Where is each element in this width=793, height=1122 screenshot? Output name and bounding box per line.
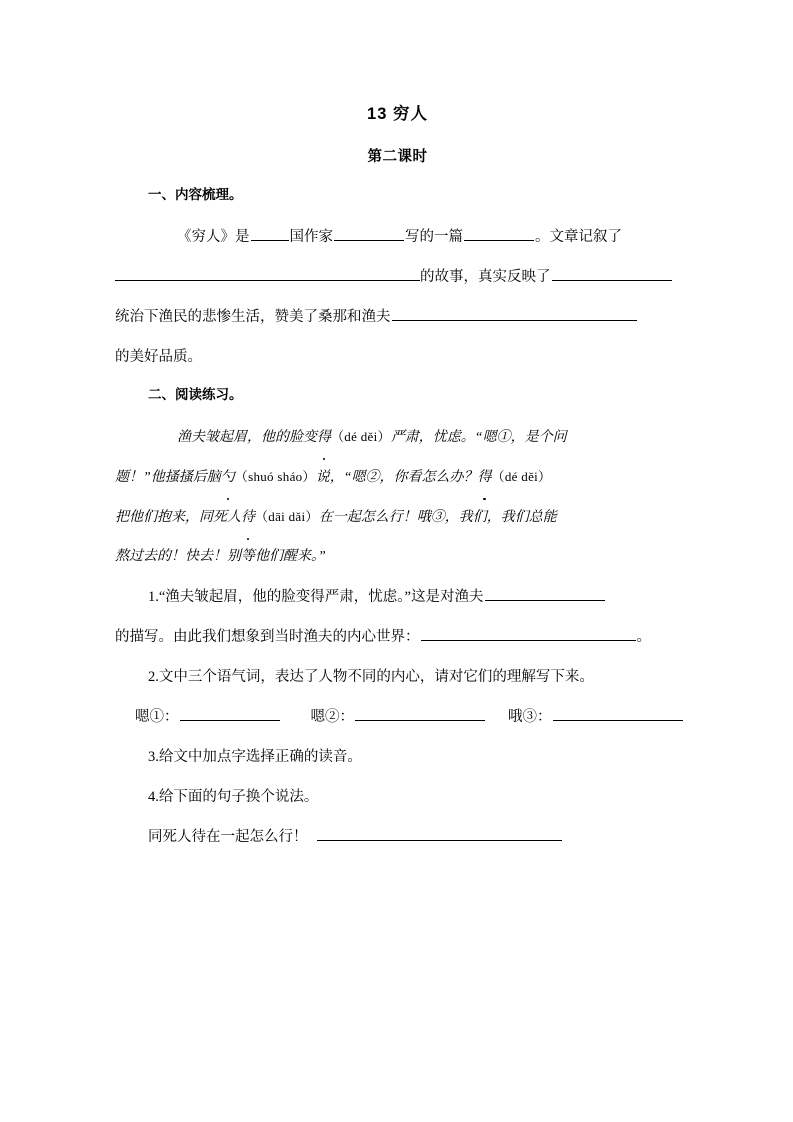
- dotted-char-de: 得: [317, 418, 331, 458]
- blank-q1-description-type[interactable]: [485, 585, 605, 601]
- blank-particle-2[interactable]: [355, 705, 485, 721]
- question-1-line-2: [115, 617, 680, 657]
- text-fragment: 写的一篇: [405, 229, 463, 245]
- text-fragment: 统治下渔民的悲惨生活，赞美了桑那和渔夫: [115, 309, 391, 325]
- question-number: 4.: [148, 789, 159, 805]
- text-fragment: 熬过去的！快去！别等他们醒来。”: [115, 549, 326, 564]
- question-1-line-1: [115, 577, 680, 617]
- passage-line: [115, 457, 680, 497]
- question-4-prompt: [115, 777, 680, 817]
- fill-in-line: [115, 257, 680, 297]
- blank-particle-3[interactable]: [553, 705, 683, 721]
- text-fragment: 国作家: [289, 229, 333, 245]
- question-text: 文中三个语气词，表达了人物不同的内心，请对它们的理解写下来。: [158, 669, 594, 685]
- question-text: 的描写。由此我们想象到当时渔夫的内心世界：: [115, 629, 420, 645]
- passage-line: [115, 537, 680, 577]
- text-fragment: 《穷人》是: [177, 229, 250, 245]
- question-number: 2.: [148, 669, 159, 685]
- question-text: “渔夫皱起眉，他的脸变得严肃，忧虑。”这是对渔夫: [158, 589, 484, 605]
- blank-qualities[interactable]: [392, 305, 637, 321]
- question-3: [115, 737, 680, 777]
- pinyin-choice-de-dei-2[interactable]: （dé děi）: [491, 469, 552, 484]
- fill-in-line: [115, 297, 680, 337]
- particle-label-2: 嗯②：: [310, 709, 354, 725]
- dotted-char-shao: 勺: [221, 458, 235, 498]
- section-content-review-body: [115, 217, 680, 377]
- question-2-answer-row: [115, 697, 680, 737]
- blank-reflects[interactable]: [552, 265, 672, 281]
- passage-line: [115, 497, 680, 537]
- reading-passage: [115, 417, 680, 577]
- page-content: [115, 95, 680, 857]
- question-text: 给下面的句子换个说法。: [158, 789, 319, 805]
- particle-label-3: 哦③：: [508, 709, 552, 725]
- page-subtitle: 第二课时: [367, 149, 428, 165]
- question-text-tail: 。: [636, 629, 651, 645]
- question-number: 1.: [148, 589, 159, 605]
- question-2: [115, 657, 680, 737]
- pinyin-choice-dai-dai[interactable]: （dāi dǎi）: [255, 509, 319, 524]
- text-fragment: 题！”他搔搔后脑: [115, 470, 221, 485]
- blank-author[interactable]: [334, 225, 404, 241]
- fill-in-line: [115, 217, 680, 257]
- text-fragment: 渔夫皱起眉，他的脸变: [177, 430, 317, 445]
- blank-story-summary[interactable]: [115, 265, 420, 281]
- blank-q1-inner-world[interactable]: [421, 625, 636, 641]
- question-4: [115, 777, 680, 857]
- question-text: 给文中加点字选择正确的读音。: [158, 749, 362, 765]
- blank-particle-1[interactable]: [180, 705, 280, 721]
- question-number: 3.: [148, 749, 159, 765]
- particle-label-1: 嗯①：: [135, 709, 179, 725]
- pinyin-choice-de-dei[interactable]: （dé děi）: [331, 429, 391, 444]
- section-heading-reading-practice: 二、阅读练习。: [148, 387, 243, 402]
- text-fragment: 的美好品质。: [115, 349, 202, 365]
- blank-country[interactable]: [251, 225, 289, 241]
- section-heading-content-review: 一、内容梳理。: [148, 187, 243, 202]
- question-1: [115, 577, 680, 657]
- blank-genre[interactable]: [464, 225, 534, 241]
- passage-line: [115, 417, 680, 457]
- text-fragment: 说，“嗯②，你看怎么办？: [315, 470, 478, 485]
- question-4-sentence-row: [115, 817, 680, 857]
- text-fragment: 在一起怎么行！哦③，我们，我们总能: [318, 510, 557, 525]
- dotted-char-de-2: 得: [478, 458, 492, 498]
- blank-q4-rewrite[interactable]: [317, 825, 562, 841]
- dotted-char-dai: 待: [241, 498, 255, 538]
- text-fragment: 严肃，忧虑。“嗯①，是个问: [390, 430, 567, 445]
- text-fragment: 把他们抱来，同死人: [115, 510, 241, 525]
- text-fragment: 的故事，真实反映了: [420, 269, 551, 285]
- page-title: 13 穷人: [367, 105, 428, 123]
- pinyin-choice-shuo-shao[interactable]: （shuó sháo）: [234, 469, 316, 484]
- question-4-sentence: 同死人待在一起怎么行！: [148, 829, 308, 845]
- fill-in-line: [115, 337, 680, 377]
- question-2-prompt: [115, 657, 680, 697]
- text-fragment: 。文章记叙了: [535, 229, 622, 245]
